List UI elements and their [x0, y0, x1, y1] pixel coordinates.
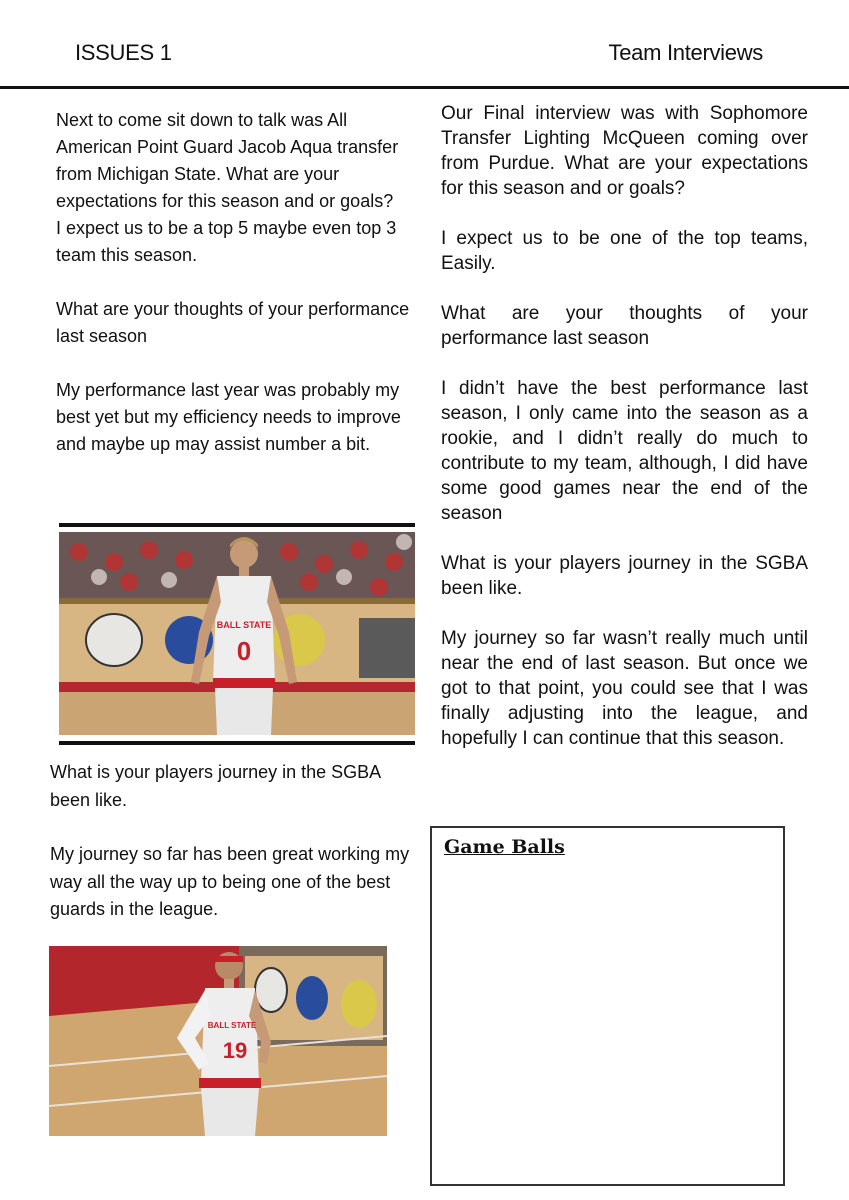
- photo1-jersey-number: 0: [236, 636, 252, 666]
- right-question-3: What is your players journey in the SGBA been like.: [441, 553, 808, 599]
- left-question-2: What are your thoughts of your performance last season: [56, 299, 410, 346]
- left-answer-1: I expect us to be a top 5 maybe even top 3 team this season.: [56, 218, 397, 265]
- right-interview-text: [441, 101, 808, 776]
- photo1-jersey-text: BALL STATE: [216, 620, 272, 630]
- photo1-bottom-rule: [59, 741, 415, 745]
- game-balls-box: [430, 826, 785, 1186]
- header-divider: [0, 86, 849, 89]
- section-title: Team Interviews: [608, 40, 763, 65]
- left-lower-text: [50, 759, 420, 951]
- left-intro-question: Next to come sit down to talk was All American Point Guard Jacob Aqua transfer from Michigan State. What are your expectations for this season and or goals?: [56, 110, 399, 211]
- right-question-2: What are your thoughts of your performance last season: [441, 303, 808, 349]
- photo2-jersey-number: 19: [222, 1038, 248, 1063]
- left-answer-2: My performance last year was probably my best yet but my efficiency needs to improve and maybe up may assist number a bit.: [56, 380, 401, 454]
- photo2-jersey-text: BALL STATE: [207, 1021, 257, 1030]
- right-answer-3: My journey so far wasn’t really much until near the end of last season. But once we got to that point, you could see that I was finally adjusting into the league, and hopefully I can continue that this season.: [441, 628, 808, 749]
- right-answer-1: I expect us to be one of the top teams, Easily.: [441, 228, 808, 274]
- player-photo-1: [59, 532, 415, 735]
- player-photo-1-image: [59, 532, 415, 735]
- left-answer-3: My journey so far has been great working my way all the way up to being one of the best guards in the league.: [50, 844, 410, 919]
- photo1-top-rule: [59, 523, 415, 527]
- left-question-3: What is your players journey in the SGBA been like.: [50, 762, 381, 810]
- player-photo-2: [49, 946, 387, 1136]
- issue-label: ISSUES 1: [75, 40, 172, 65]
- left-interview-text: [56, 107, 416, 485]
- player-photo-2-image: [49, 946, 387, 1136]
- right-answer-2: I didn’t have the best performance last season, I only came into the season as a rookie, and I didn’t really do much to contribute to my team, although, I did have some good games near the end of the season: [441, 378, 808, 524]
- game-balls-title: Game Balls: [444, 836, 565, 858]
- right-intro-question: Our Final interview was with Sophomore Transfer Lighting McQueen coming over from Purdue. What are your expectations for this season and or goals?: [441, 103, 808, 199]
